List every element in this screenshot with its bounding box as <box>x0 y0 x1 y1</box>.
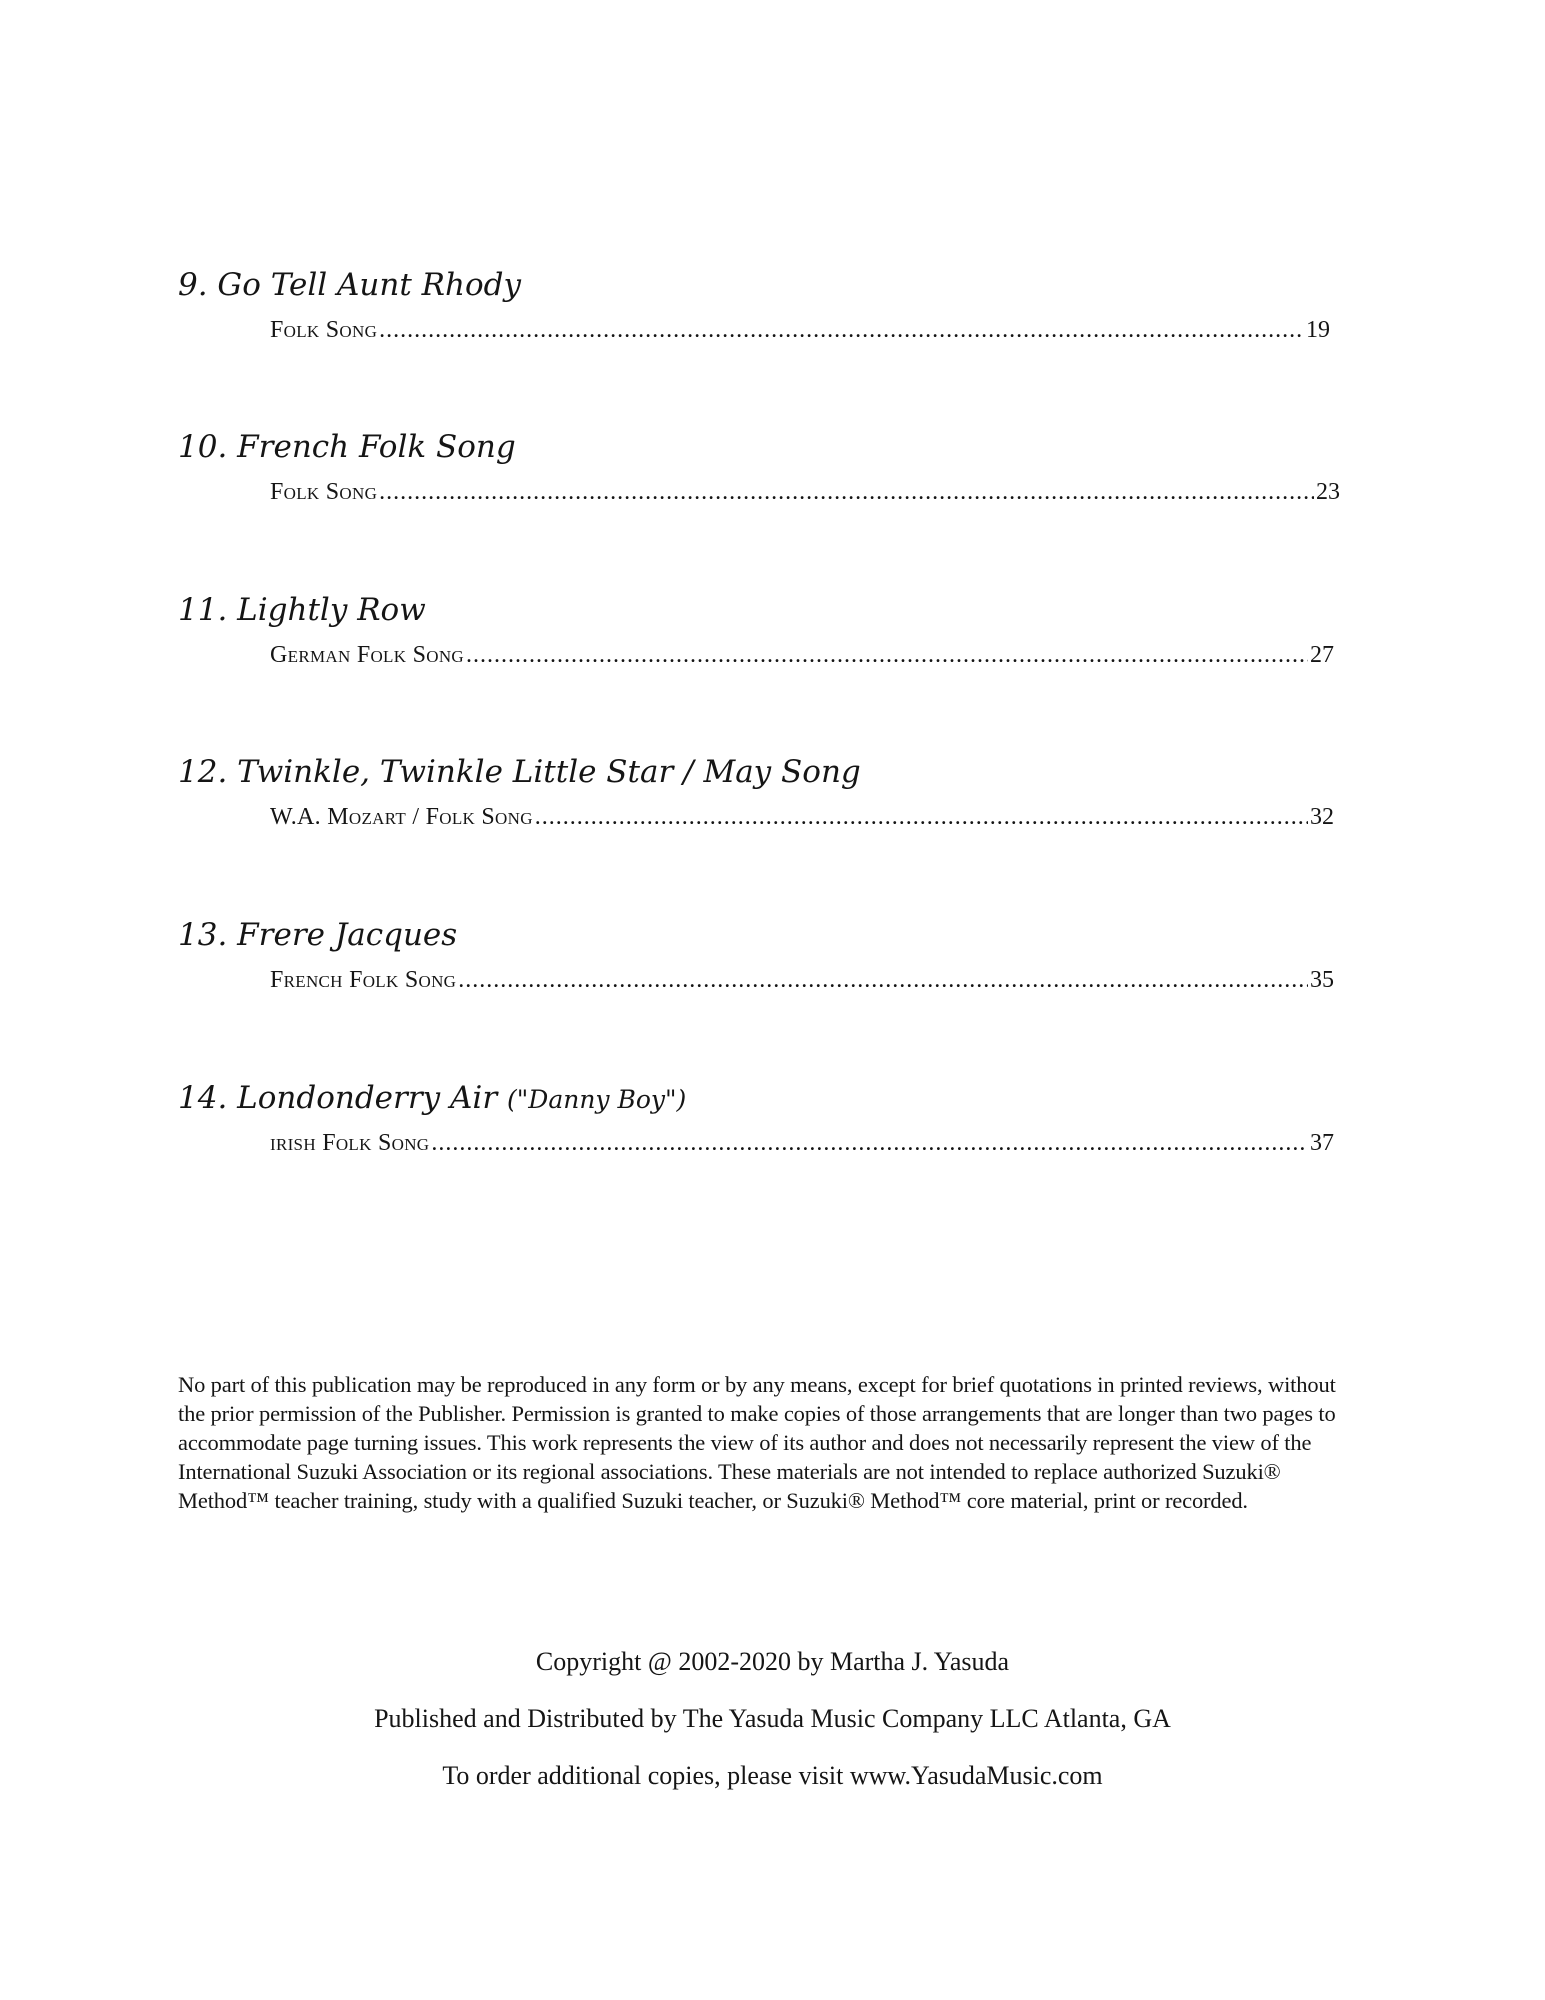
composer-name: Folk Song <box>270 317 378 343</box>
composer-name: German Folk Song <box>270 642 464 668</box>
composer-name: W.A. Mozart / Folk Song <box>270 804 533 830</box>
toc-line <box>270 965 1334 995</box>
toc-line <box>270 1128 1334 1158</box>
copyright-notice: No part of this publication may be reproduced in any form or by any means, except for brief quotations in printed reviews, without the prior permission of the Publisher. Permission is granted to make copies of those arrangements that are longer than two pages to accommodate page turning issues. This work represents the view of its author and does not necessarily represent the view of the International Suzuki Association or its regional associations. These materials are not intended to replace authorized Suzuki® Method™ teacher training, study with a qualified Suzuki teacher, or Suzuki® Method™ core material, print or recorded. <box>178 1372 1336 1513</box>
dot-leader <box>535 802 1308 832</box>
dot-leader <box>379 477 1314 507</box>
song-title: 10. French Folk Song <box>178 429 516 465</box>
page-number: 23 <box>1316 479 1340 505</box>
toc-entry <box>178 752 1338 830</box>
toc-entry <box>178 915 1338 993</box>
composer-name: irish Folk Song <box>270 1130 430 1156</box>
order-info-line: To order additional copies, please visit www.YasudaMusic.com <box>442 1761 1103 1790</box>
page-number: 32 <box>1310 804 1334 830</box>
dot-leader <box>458 965 1308 995</box>
toc-entry <box>178 427 1340 505</box>
dot-leader <box>431 1128 1308 1158</box>
copyright-line: Copyright @ 2002-2020 by Martha J. Yasuda <box>535 1647 1010 1676</box>
song-title: 9. Go Tell Aunt Rhody <box>178 267 521 303</box>
song-title: 14. Londonderry Air ("Danny Boy") <box>178 1080 687 1116</box>
page-number: 35 <box>1310 967 1334 993</box>
toc-line <box>270 477 1340 507</box>
song-subtitle: ("Danny Boy") <box>507 1085 687 1114</box>
song-title: 11. Lightly Row <box>178 592 426 628</box>
publisher-line: Published and Distributed by The Yasuda Music Company LLC Atlanta, GA <box>374 1704 1171 1733</box>
page-number: 27 <box>1310 642 1334 668</box>
toc-line <box>270 802 1334 832</box>
toc-line <box>270 315 1330 345</box>
dot-leader <box>466 640 1308 670</box>
toc-line <box>270 640 1334 670</box>
toc-entry <box>178 590 1338 668</box>
dot-leader <box>379 315 1304 345</box>
composer-name: French Folk Song <box>270 967 457 993</box>
song-title: 12. Twinkle, Twinkle Little Star / May Song <box>178 754 861 790</box>
page-number: 37 <box>1310 1130 1334 1156</box>
song-title: 13. Frere Jacques <box>178 917 458 953</box>
page-number: 19 <box>1306 317 1330 343</box>
toc-entry <box>178 1078 1338 1156</box>
toc-entry <box>178 265 1338 343</box>
composer-name: Folk Song <box>270 479 378 505</box>
